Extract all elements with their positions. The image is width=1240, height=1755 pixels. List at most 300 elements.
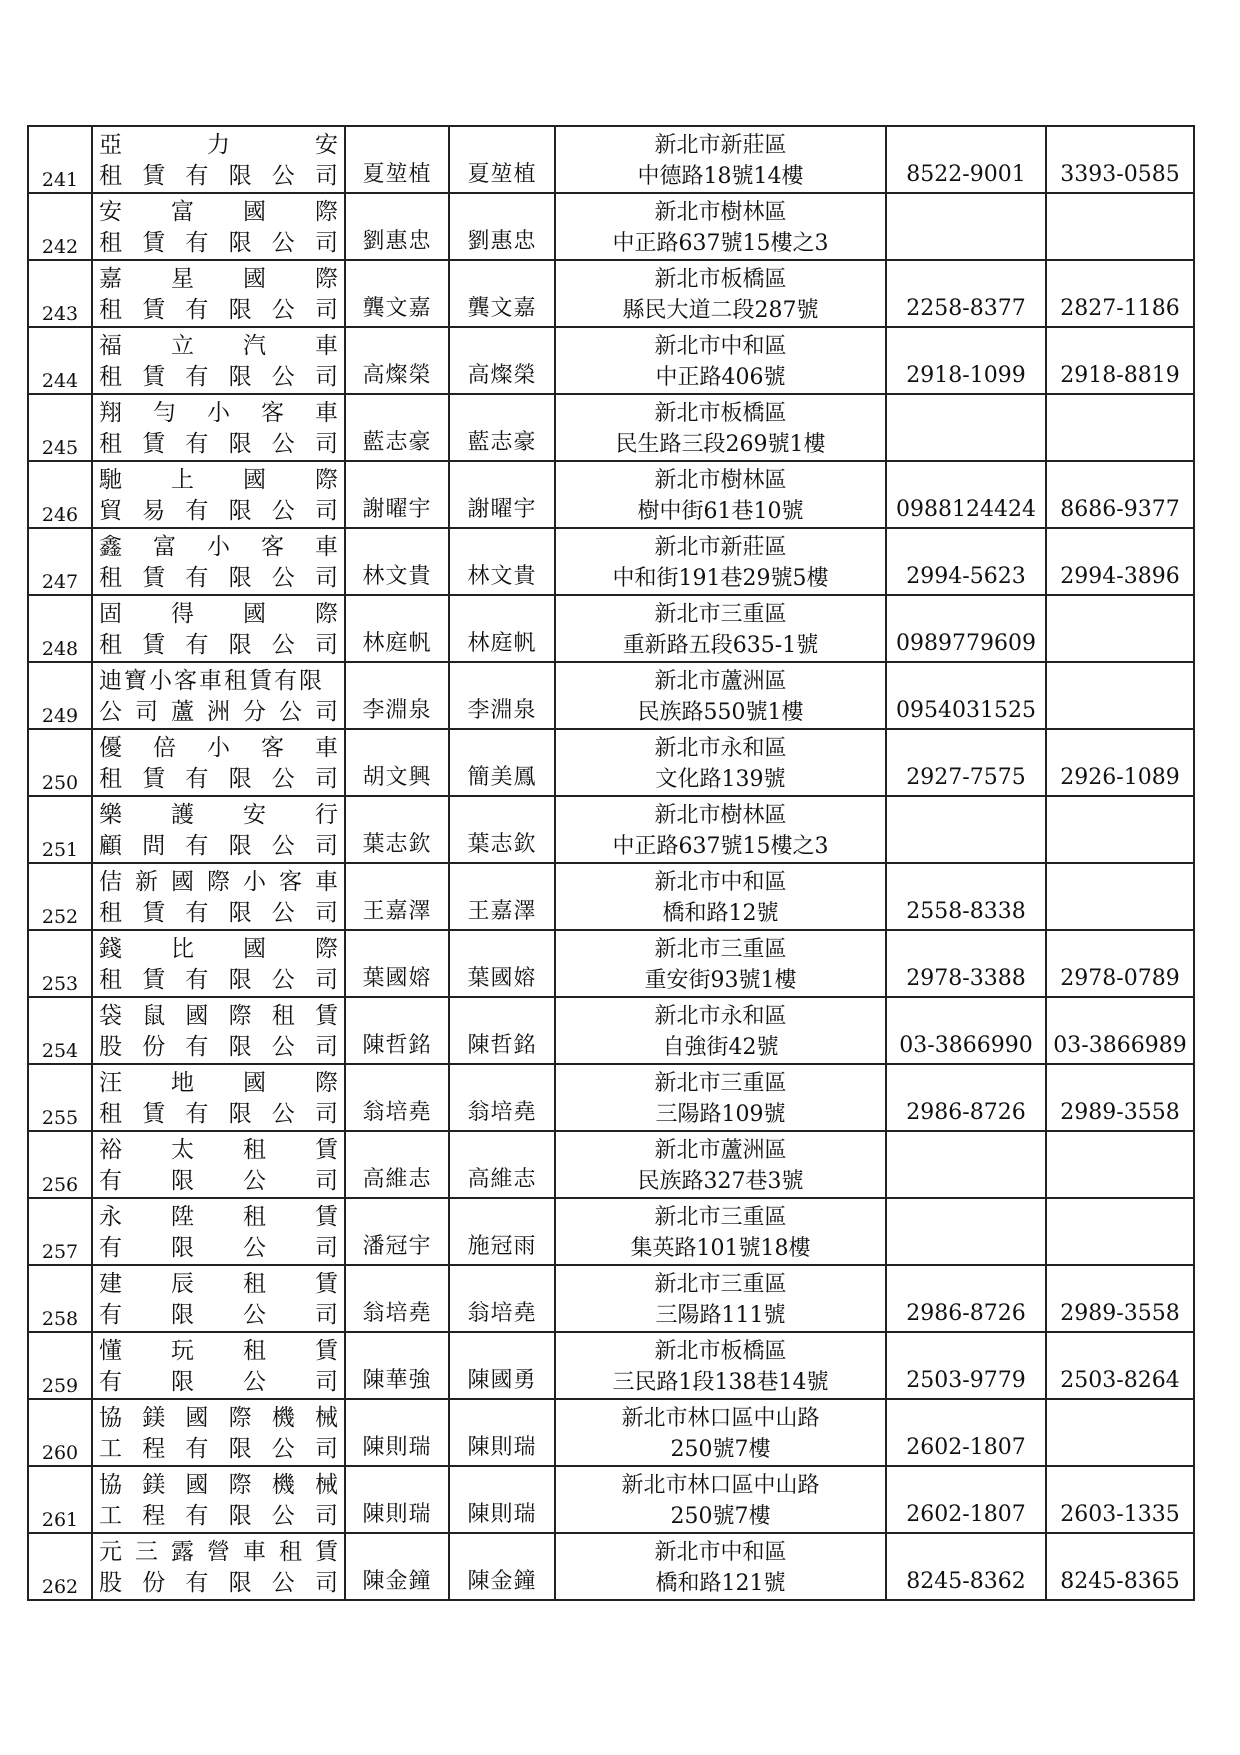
company-name-cell bbox=[92, 528, 345, 595]
manager-cell bbox=[449, 260, 555, 327]
phone-number: 2558-8338 bbox=[906, 899, 1026, 924]
address-line-2: 文化路139號 bbox=[655, 767, 786, 792]
table-row bbox=[28, 930, 1194, 997]
company-name-line-2: 股 份 有 限 公 司 bbox=[99, 1570, 338, 1596]
phone-cell bbox=[886, 193, 1046, 260]
row-number-cell bbox=[28, 193, 92, 260]
representative-cell bbox=[345, 126, 449, 193]
row-number-cell bbox=[28, 997, 92, 1064]
row-number: 257 bbox=[41, 1241, 79, 1263]
company-name-line-1: 建 辰 租 賃 bbox=[99, 1271, 338, 1297]
row-number: 252 bbox=[41, 906, 79, 928]
address-cell bbox=[555, 863, 886, 930]
phone-number: 2978-3388 bbox=[906, 966, 1026, 991]
representative-cell bbox=[345, 1533, 449, 1600]
company-name-line-2: 有 限 公 司 bbox=[99, 1302, 338, 1328]
company-name-line-2: 租 賃 有 限 公 司 bbox=[99, 900, 338, 926]
address-line-1: 新北市永和區 bbox=[654, 1004, 787, 1029]
company-name-cell bbox=[92, 1064, 345, 1131]
row-number: 246 bbox=[41, 504, 79, 526]
company-name-cell bbox=[92, 1265, 345, 1332]
phone-cell bbox=[886, 1064, 1046, 1131]
address-line-2: 縣民大道二段287號 bbox=[622, 298, 819, 323]
representative-name: 高燦榮 bbox=[362, 363, 432, 388]
company-name-line-1: 固 得 國 際 bbox=[99, 601, 338, 627]
manager-name: 林庭帆 bbox=[467, 631, 537, 656]
manager-name: 夏堃植 bbox=[467, 162, 537, 187]
company-name-line-1: 錢 比 國 際 bbox=[99, 936, 338, 962]
manager-name: 翁培堯 bbox=[467, 1301, 537, 1326]
address-line-2: 重新路五段635-1號 bbox=[622, 633, 819, 658]
table-row bbox=[28, 863, 1194, 930]
company-name-cell bbox=[92, 461, 345, 528]
manager-cell bbox=[449, 662, 555, 729]
representative-name: 陳則瑞 bbox=[362, 1502, 432, 1527]
fax-number bbox=[1047, 1195, 1193, 1197]
row-number: 244 bbox=[41, 370, 79, 392]
representative-cell bbox=[345, 193, 449, 260]
row-number: 243 bbox=[41, 303, 79, 325]
phone-cell bbox=[886, 394, 1046, 461]
phone-number: 2602-1807 bbox=[906, 1435, 1026, 1460]
representative-cell bbox=[345, 260, 449, 327]
address-line-2: 集英路101號18樓 bbox=[630, 1236, 811, 1261]
row-number: 248 bbox=[41, 638, 79, 660]
manager-name: 葉國嫆 bbox=[467, 966, 537, 991]
manager-cell bbox=[449, 1265, 555, 1332]
address-cell bbox=[555, 1131, 886, 1198]
representative-name: 李淵泉 bbox=[362, 698, 432, 723]
representative-cell bbox=[345, 796, 449, 863]
representative-name: 陳華強 bbox=[362, 1368, 432, 1393]
fax-number bbox=[1047, 1463, 1193, 1465]
address-line-2: 民族路327巷3號 bbox=[637, 1169, 804, 1194]
table-row bbox=[28, 193, 1194, 260]
representative-cell bbox=[345, 394, 449, 461]
fax-number: 3393-0585 bbox=[1060, 162, 1180, 187]
address-line-1: 新北市中和區 bbox=[654, 870, 787, 895]
phone-cell bbox=[886, 461, 1046, 528]
phone-cell bbox=[886, 1198, 1046, 1265]
representative-name: 龔文嘉 bbox=[362, 296, 432, 321]
manager-cell bbox=[449, 528, 555, 595]
representative-cell bbox=[345, 1332, 449, 1399]
manager-cell bbox=[449, 327, 555, 394]
address-line-1: 新北市新莊區 bbox=[654, 535, 787, 560]
representative-cell bbox=[345, 930, 449, 997]
row-number: 251 bbox=[41, 839, 79, 861]
address-cell bbox=[555, 1332, 886, 1399]
manager-cell bbox=[449, 193, 555, 260]
company-name-line-1: 樂 護 安 行 bbox=[99, 802, 338, 828]
address-line-2: 中正路406號 bbox=[655, 365, 786, 390]
company-name-line-2: 租 賃 有 限 公 司 bbox=[99, 230, 338, 256]
table-row bbox=[28, 394, 1194, 461]
row-number-cell bbox=[28, 394, 92, 461]
company-name-line-1: 馳 上 國 際 bbox=[99, 467, 338, 493]
company-name-line-2: 股 份 有 限 公 司 bbox=[99, 1034, 338, 1060]
row-number-cell bbox=[28, 327, 92, 394]
fax-cell bbox=[1046, 729, 1194, 796]
address-line-1: 新北市永和區 bbox=[654, 736, 787, 761]
manager-name: 陳則瑞 bbox=[467, 1502, 537, 1527]
fax-number: 03-3866989 bbox=[1053, 1033, 1187, 1058]
table-row bbox=[28, 260, 1194, 327]
representative-name: 陳則瑞 bbox=[362, 1435, 432, 1460]
address-cell bbox=[555, 1198, 886, 1265]
address-line-2: 橋和路121號 bbox=[655, 1571, 786, 1596]
fax-number: 2926-1089 bbox=[1060, 765, 1180, 790]
fax-cell bbox=[1046, 461, 1194, 528]
representative-cell bbox=[345, 1399, 449, 1466]
phone-number bbox=[887, 1195, 1045, 1197]
manager-cell bbox=[449, 1198, 555, 1265]
table-body bbox=[28, 126, 1194, 1600]
representative-name: 潘冠宇 bbox=[362, 1234, 432, 1259]
table-row bbox=[28, 1198, 1194, 1265]
phone-cell bbox=[886, 260, 1046, 327]
manager-name: 陳國勇 bbox=[467, 1368, 537, 1393]
address-line-1: 新北市中和區 bbox=[654, 1540, 787, 1565]
manager-cell bbox=[449, 1131, 555, 1198]
address-line-1: 新北市蘆洲區 bbox=[654, 669, 787, 694]
representative-name: 謝曜宇 bbox=[362, 497, 432, 522]
company-name-line-1: 佶 新 國 際 小 客 車 bbox=[99, 869, 338, 895]
manager-cell bbox=[449, 1332, 555, 1399]
table-row bbox=[28, 126, 1194, 193]
representative-name: 夏堃植 bbox=[362, 162, 432, 187]
company-name-cell bbox=[92, 1466, 345, 1533]
company-name-line-2: 有 限 公 司 bbox=[99, 1235, 338, 1261]
manager-name: 龔文嘉 bbox=[467, 296, 537, 321]
phone-cell bbox=[886, 930, 1046, 997]
phone-cell bbox=[886, 1533, 1046, 1600]
row-number-cell bbox=[28, 1131, 92, 1198]
company-name-line-2: 租 賃 有 限 公 司 bbox=[99, 431, 338, 457]
phone-number: 8245-8362 bbox=[906, 1569, 1026, 1594]
phone-cell bbox=[886, 126, 1046, 193]
representative-cell bbox=[345, 1131, 449, 1198]
address-line-2: 重安街93號1樓 bbox=[644, 968, 797, 993]
address-cell bbox=[555, 997, 886, 1064]
row-number-cell bbox=[28, 1198, 92, 1265]
phone-number: 0954031525 bbox=[896, 698, 1036, 723]
fax-number: 2978-0789 bbox=[1060, 966, 1180, 991]
fax-cell bbox=[1046, 1265, 1194, 1332]
row-number-cell bbox=[28, 1466, 92, 1533]
company-name-line-1: 永 陞 租 賃 bbox=[99, 1204, 338, 1230]
company-name-line-1: 迪寶小客車租賃有限 bbox=[99, 668, 324, 694]
fax-cell bbox=[1046, 1064, 1194, 1131]
company-name-line-1: 協 鎂 國 際 機 械 bbox=[99, 1472, 338, 1498]
address-line-2: 三民路1段138巷14號 bbox=[612, 1370, 829, 1395]
company-name-cell bbox=[92, 595, 345, 662]
row-number: 258 bbox=[41, 1308, 79, 1330]
representative-name: 王嘉澤 bbox=[362, 899, 432, 924]
table-row bbox=[28, 1533, 1194, 1600]
representative-name: 胡文興 bbox=[362, 765, 432, 790]
manager-name: 陳金鐘 bbox=[467, 1569, 537, 1594]
table-row bbox=[28, 327, 1194, 394]
representative-name: 陳金鐘 bbox=[362, 1569, 432, 1594]
representative-name: 葉國嫆 bbox=[362, 966, 432, 991]
company-name-line-1: 裕 太 租 賃 bbox=[99, 1137, 338, 1163]
fax-number: 2994-3896 bbox=[1060, 564, 1180, 589]
fax-number: 2989-3558 bbox=[1060, 1301, 1180, 1326]
address-line-1: 新北市板橋區 bbox=[654, 401, 787, 426]
company-name-cell bbox=[92, 1533, 345, 1600]
representative-cell bbox=[345, 1198, 449, 1265]
address-line-2: 250號7樓 bbox=[670, 1437, 771, 1462]
address-line-2: 中正路637號15樓之3 bbox=[612, 834, 829, 859]
phone-number: 2986-8726 bbox=[906, 1100, 1026, 1125]
representative-name: 藍志豪 bbox=[362, 430, 432, 455]
address-line-1: 新北市蘆洲區 bbox=[654, 1138, 787, 1163]
manager-cell bbox=[449, 1533, 555, 1600]
company-name-line-1: 懂 玩 租 賃 bbox=[99, 1338, 338, 1364]
table-row bbox=[28, 1064, 1194, 1131]
company-name-line-2: 租 賃 有 限 公 司 bbox=[99, 565, 338, 591]
row-number: 261 bbox=[41, 1509, 79, 1531]
row-number: 254 bbox=[41, 1040, 79, 1062]
phone-number: 2602-1807 bbox=[906, 1502, 1026, 1527]
row-number: 241 bbox=[41, 169, 79, 191]
fax-cell bbox=[1046, 1399, 1194, 1466]
representative-cell bbox=[345, 729, 449, 796]
phone-number: 0988124424 bbox=[896, 497, 1036, 522]
phone-cell bbox=[886, 1466, 1046, 1533]
company-name-line-1: 鑫 富 小 客 車 bbox=[99, 534, 338, 560]
company-name-line-1: 元 三 露 營 車 租 賃 bbox=[99, 1539, 338, 1565]
address-line-2: 橋和路12號 bbox=[662, 901, 779, 926]
company-name-line-2: 有 限 公 司 bbox=[99, 1369, 338, 1395]
table-row bbox=[28, 1399, 1194, 1466]
row-number-cell bbox=[28, 1265, 92, 1332]
address-line-2: 中和街191巷29號5樓 bbox=[612, 566, 829, 591]
fax-number bbox=[1047, 927, 1193, 929]
row-number-cell bbox=[28, 863, 92, 930]
phone-cell bbox=[886, 796, 1046, 863]
company-name-line-1: 優 倍 小 客 車 bbox=[99, 735, 338, 761]
table-row bbox=[28, 796, 1194, 863]
company-name-line-2: 貿 易 有 限 公 司 bbox=[99, 498, 338, 524]
table-row bbox=[28, 1332, 1194, 1399]
row-number-cell bbox=[28, 1332, 92, 1399]
row-number-cell bbox=[28, 260, 92, 327]
manager-name: 陳哲銘 bbox=[467, 1033, 537, 1058]
representative-name: 林庭帆 bbox=[362, 631, 432, 656]
representative-cell bbox=[345, 528, 449, 595]
phone-number bbox=[887, 860, 1045, 862]
company-name-cell bbox=[92, 327, 345, 394]
fax-cell bbox=[1046, 1533, 1194, 1600]
company-name-line-2: 租 賃 有 限 公 司 bbox=[99, 967, 338, 993]
table-row bbox=[28, 1466, 1194, 1533]
address-cell bbox=[555, 1533, 886, 1600]
phone-cell bbox=[886, 528, 1046, 595]
company-name-cell bbox=[92, 997, 345, 1064]
phone-number bbox=[887, 458, 1045, 460]
company-name-line-2: 顧 問 有 限 公 司 bbox=[99, 833, 338, 859]
phone-number: 2258-8377 bbox=[906, 296, 1026, 321]
address-cell bbox=[555, 126, 886, 193]
company-name-cell bbox=[92, 1399, 345, 1466]
manager-cell bbox=[449, 930, 555, 997]
row-number-cell bbox=[28, 1399, 92, 1466]
address-cell bbox=[555, 528, 886, 595]
fax-cell bbox=[1046, 260, 1194, 327]
company-name-line-2: 租 賃 有 限 公 司 bbox=[99, 766, 338, 792]
fax-number: 2918-8819 bbox=[1060, 363, 1180, 388]
company-name-line-1: 亞 力 安 bbox=[99, 132, 338, 158]
manager-name: 謝曜宇 bbox=[467, 497, 537, 522]
row-number: 250 bbox=[41, 772, 79, 794]
manager-cell bbox=[449, 1399, 555, 1466]
company-name-line-1: 汪 地 國 際 bbox=[99, 1070, 338, 1096]
address-cell bbox=[555, 327, 886, 394]
representative-cell bbox=[345, 997, 449, 1064]
table-row bbox=[28, 729, 1194, 796]
fax-number: 2503-8264 bbox=[1060, 1368, 1180, 1393]
fax-number bbox=[1047, 726, 1193, 728]
fax-number: 2827-1186 bbox=[1060, 296, 1180, 321]
company-name-line-2: 工 程 有 限 公 司 bbox=[99, 1503, 338, 1529]
manager-name: 簡美鳳 bbox=[467, 765, 537, 790]
company-name-cell bbox=[92, 126, 345, 193]
table-row bbox=[28, 595, 1194, 662]
phone-number: 0989779609 bbox=[896, 631, 1036, 656]
address-cell bbox=[555, 260, 886, 327]
company-name-line-2: 租 賃 有 限 公 司 bbox=[99, 163, 338, 189]
company-name-line-2: 租 賃 有 限 公 司 bbox=[99, 632, 338, 658]
address-line-1: 新北市樹林區 bbox=[654, 803, 787, 828]
fax-number: 2603-1335 bbox=[1060, 1502, 1180, 1527]
row-number-cell bbox=[28, 461, 92, 528]
fax-cell bbox=[1046, 528, 1194, 595]
row-number: 247 bbox=[41, 571, 79, 593]
phone-number: 2918-1099 bbox=[906, 363, 1026, 388]
phone-cell bbox=[886, 662, 1046, 729]
company-name-line-1: 福 立 汽 車 bbox=[99, 333, 338, 359]
table-row bbox=[28, 461, 1194, 528]
row-number: 242 bbox=[41, 236, 79, 258]
address-line-2: 250號7樓 bbox=[670, 1504, 771, 1529]
company-name-line-2: 有 限 公 司 bbox=[99, 1168, 338, 1194]
address-cell bbox=[555, 930, 886, 997]
manager-name: 高維志 bbox=[467, 1167, 537, 1192]
phone-number: 2986-8726 bbox=[906, 1301, 1026, 1326]
manager-cell bbox=[449, 997, 555, 1064]
company-table bbox=[27, 125, 1195, 1601]
fax-cell bbox=[1046, 193, 1194, 260]
row-number-cell bbox=[28, 930, 92, 997]
fax-cell bbox=[1046, 595, 1194, 662]
fax-cell bbox=[1046, 1198, 1194, 1265]
phone-cell bbox=[886, 327, 1046, 394]
representative-cell bbox=[345, 595, 449, 662]
manager-name: 李淵泉 bbox=[467, 698, 537, 723]
phone-cell bbox=[886, 1265, 1046, 1332]
representative-cell bbox=[345, 1265, 449, 1332]
manager-cell bbox=[449, 863, 555, 930]
company-name-cell bbox=[92, 796, 345, 863]
table-row bbox=[28, 1131, 1194, 1198]
address-line-1: 新北市林口區中山路 bbox=[621, 1406, 820, 1431]
manager-name: 劉惠忠 bbox=[467, 229, 537, 254]
representative-cell bbox=[345, 863, 449, 930]
company-name-cell bbox=[92, 1332, 345, 1399]
row-number-cell bbox=[28, 1533, 92, 1600]
address-line-1: 新北市三重區 bbox=[654, 937, 787, 962]
manager-cell bbox=[449, 126, 555, 193]
representative-name: 翁培堯 bbox=[362, 1301, 432, 1326]
address-line-1: 新北市中和區 bbox=[654, 334, 787, 359]
fax-number bbox=[1047, 1262, 1193, 1264]
address-line-1: 新北市板橋區 bbox=[654, 1339, 787, 1364]
company-name-cell bbox=[92, 930, 345, 997]
address-line-1: 新北市三重區 bbox=[654, 1205, 787, 1230]
address-line-2: 三陽路111號 bbox=[655, 1303, 786, 1328]
fax-number: 8245-8365 bbox=[1060, 1569, 1180, 1594]
phone-cell bbox=[886, 1332, 1046, 1399]
address-line-1: 新北市新莊區 bbox=[654, 133, 787, 158]
manager-name: 葉志欽 bbox=[467, 832, 537, 857]
phone-number bbox=[887, 257, 1045, 259]
representative-cell bbox=[345, 1064, 449, 1131]
fax-number bbox=[1047, 257, 1193, 259]
fax-cell bbox=[1046, 1131, 1194, 1198]
row-number: 260 bbox=[41, 1442, 79, 1464]
manager-name: 藍志豪 bbox=[467, 430, 537, 455]
address-cell bbox=[555, 1466, 886, 1533]
address-line-2: 民族路550號1樓 bbox=[637, 700, 804, 725]
row-number: 259 bbox=[41, 1375, 79, 1397]
address-line-2: 三陽路109號 bbox=[655, 1102, 786, 1127]
fax-cell bbox=[1046, 796, 1194, 863]
company-name-line-2: 租 賃 有 限 公 司 bbox=[99, 297, 338, 323]
row-number: 262 bbox=[41, 1576, 79, 1598]
fax-cell bbox=[1046, 997, 1194, 1064]
representative-cell bbox=[345, 461, 449, 528]
company-name-cell bbox=[92, 394, 345, 461]
address-line-1: 新北市樹林區 bbox=[654, 468, 787, 493]
representative-name: 葉志欽 bbox=[362, 832, 432, 857]
row-number: 253 bbox=[41, 973, 79, 995]
fax-number bbox=[1047, 860, 1193, 862]
fax-number: 8686-9377 bbox=[1060, 497, 1180, 522]
company-name-line-1: 嘉 星 國 際 bbox=[99, 266, 338, 292]
company-name-cell bbox=[92, 260, 345, 327]
fax-cell bbox=[1046, 863, 1194, 930]
manager-cell bbox=[449, 394, 555, 461]
address-line-2: 中正路637號15樓之3 bbox=[612, 231, 829, 256]
address-line-1: 新北市三重區 bbox=[654, 1071, 787, 1096]
address-cell bbox=[555, 662, 886, 729]
fax-cell bbox=[1046, 662, 1194, 729]
company-name-line-1: 袋 鼠 國 際 租 賃 bbox=[99, 1003, 338, 1029]
company-name-line-1: 翔 勻 小 客 車 bbox=[99, 400, 338, 426]
representative-name: 翁培堯 bbox=[362, 1100, 432, 1125]
phone-cell bbox=[886, 595, 1046, 662]
representative-cell bbox=[345, 327, 449, 394]
representative-cell bbox=[345, 1466, 449, 1533]
row-number-cell bbox=[28, 126, 92, 193]
manager-cell bbox=[449, 595, 555, 662]
fax-cell bbox=[1046, 1332, 1194, 1399]
company-name-cell bbox=[92, 1131, 345, 1198]
address-cell bbox=[555, 796, 886, 863]
fax-cell bbox=[1046, 327, 1194, 394]
